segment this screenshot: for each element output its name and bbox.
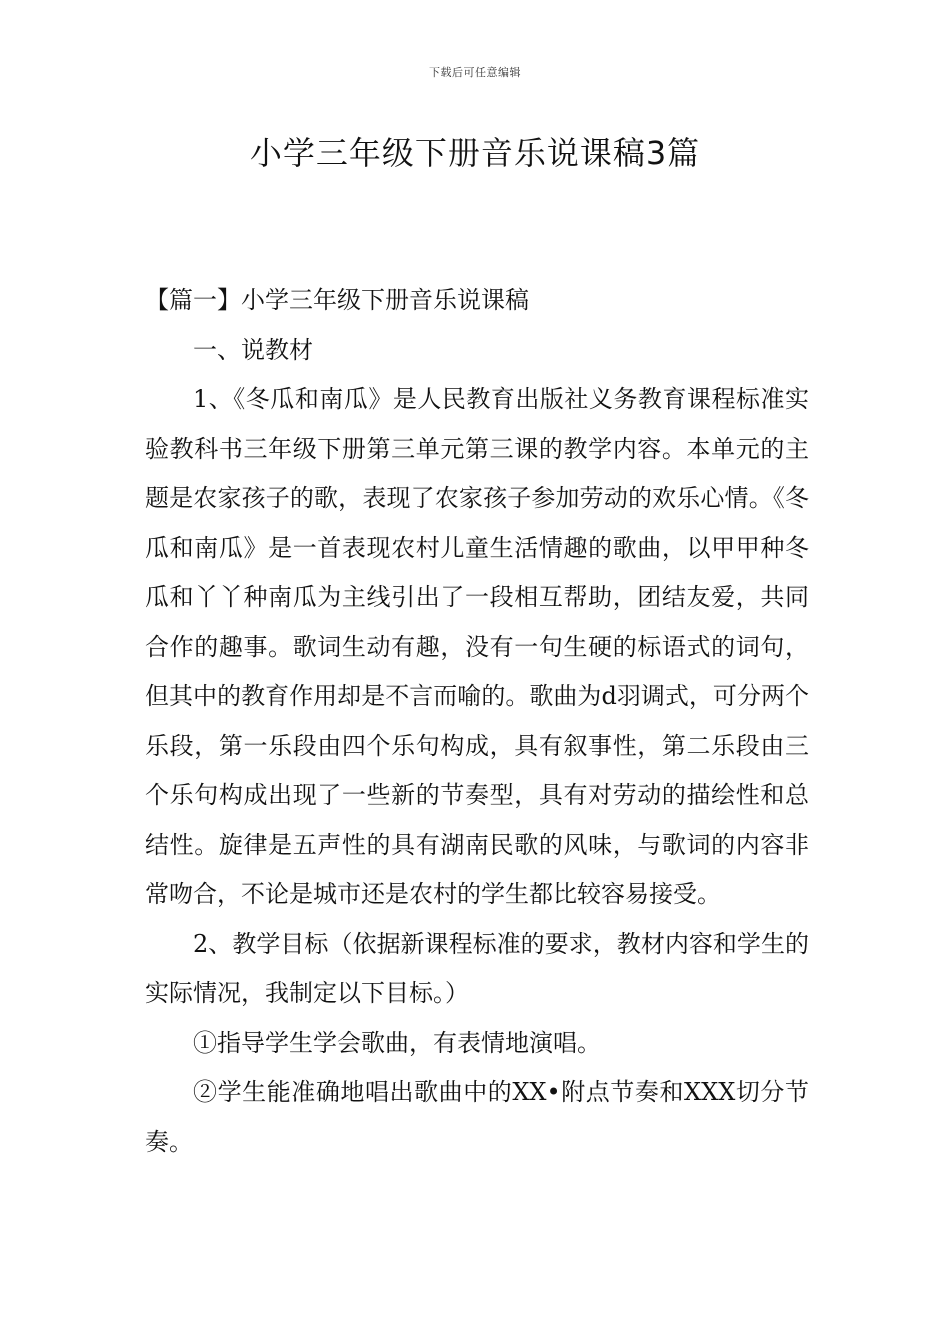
subsection-heading: 一、说教材 bbox=[193, 335, 313, 364]
page-title: 小学三年级下册音乐说课稿3篇 bbox=[249, 134, 701, 172]
header-note: 下载后可任意编辑 bbox=[429, 66, 521, 79]
document-body bbox=[145, 276, 809, 1167]
body-paragraph: 2、教学目标（依据新课程标准的要求，教材内容和学生的实际情况，我制定以下目标。） bbox=[145, 929, 809, 1007]
list-item: ②学生能准确地唱出歌曲中的XX•附点节奏和XXX切分节奏。 bbox=[145, 1078, 809, 1156]
section-heading: 【篇一】小学三年级下册音乐说课稿 bbox=[145, 286, 529, 314]
body-paragraph: 1、《冬瓜和南瓜》是人民教育出版社义务教育课程标准实验教科书三年级下册第三单元第三课的教学内容。本单元的主题是农家孩子的歌，表现了农家孩子参加劳动的欢乐心情。《冬瓜和南瓜》是一首表现农村儿童生活情趣的歌曲，以甲甲种冬瓜和丫丫种南瓜为主线引出了一段相互帮助，团结友爱，共同合作的趣事。歌词生动有趣，没有一句生硬的标语式的词句，但其中的教育作用却是不言而喻的。歌曲为d羽调式，可分两个乐段，第一乐段由四个乐句构成，具有叙事性，第二乐段由三个乐句构成出现了一些新的节奏型，具有对劳动的描绘性和总结性。旋律是五声性的具有湖南民歌的风味，与歌词的内容非常吻合，不论是城市还是农村的学生都比较容易接受。 bbox=[145, 385, 809, 908]
list-item: ①指导学生学会歌曲，有表情地演唱。 bbox=[193, 1028, 601, 1057]
